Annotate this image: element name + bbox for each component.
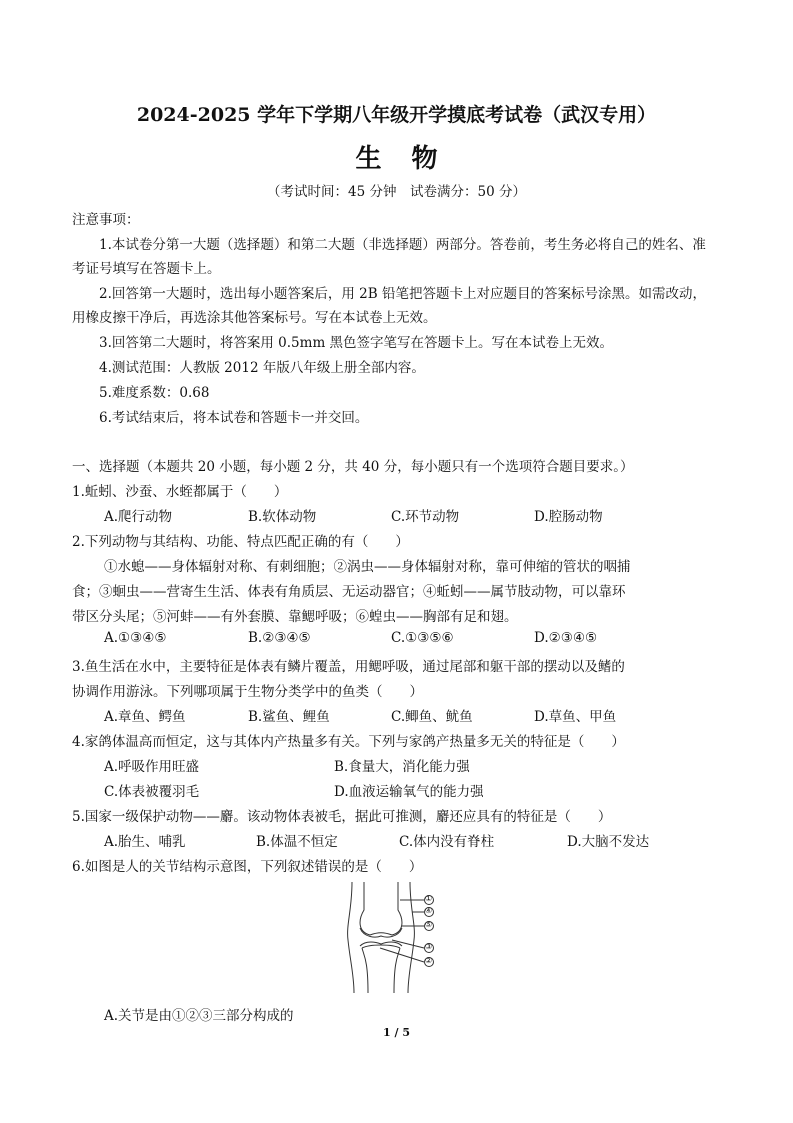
q4-option-b: B.食量大，消化能力强: [334, 759, 470, 775]
q3-option-a: A.章鱼、鳄鱼: [104, 709, 186, 725]
q4-option-c: C.体表被覆羽毛: [104, 784, 200, 800]
lower-bone-head: [362, 945, 400, 948]
q1-option-c: C.环节动物: [391, 509, 460, 525]
note-2-cont: 用橡皮擦干净后，再选涂其他答案标号。写在本试卷上无效。: [72, 310, 437, 326]
q1-option-b: B.软体动物: [248, 509, 317, 525]
figure-label-4: ④: [425, 906, 433, 915]
q2-option-b: B.②③④⑤: [248, 630, 311, 646]
question-2-line-2: 食；③蛔虫——营寄生生活、体表有角质层、无运动器官；④蚯蚓——属节肢动物，可以靠环: [72, 584, 626, 600]
q1-option-d: D.腔肠动物: [534, 509, 603, 525]
question-1-stem: 1.蚯蚓、沙蚕、水蛭都属于（ ）: [72, 484, 288, 500]
subject-title: 生物: [355, 144, 468, 174]
joint-capsule-right: [408, 882, 414, 993]
q2-option-a: A.①③④⑤: [104, 630, 167, 646]
q5-option-c: C.体内没有脊柱: [399, 834, 495, 850]
note-2: 2.回答第一大题时，选出每小题答案后，用 2B 铅笔把答题卡上对应题目的答案标号涂黑。如需改动，: [99, 286, 706, 302]
q5-option-b: B.体温不恒定: [256, 834, 338, 850]
figure-label-3: ③: [425, 942, 433, 951]
q2-option-c: C.①③⑤⑥: [391, 630, 454, 646]
question-5-stem: 5.国家一级保护动物——麝。该动物体表被毛，据此可推测，麝还应具有的特征是（ ）: [72, 809, 612, 825]
q3-option-d: D.草鱼、甲鱼: [534, 709, 617, 725]
section-1-heading: 一、选择题（本题共 20 小题，每小题 2 分，共 40 分，每小题只有一个选项符合题目要求。）: [72, 459, 634, 475]
lower-bone-right: [394, 948, 400, 993]
figure-label-5: ⑤: [425, 920, 433, 929]
page-number: 1 / 5: [383, 1026, 410, 1039]
note-3: 3.回答第二大题时，将答案用 0.5mm 黑色签字笔写在答题卡上。写在本试卷上无效。: [99, 335, 614, 351]
q5-option-d: D.大脑不发达: [567, 834, 650, 850]
notes-heading: 注意事项：: [72, 212, 140, 228]
lower-bone-left: [362, 948, 368, 993]
note-1: 1.本试卷分第一大题（选择题）和第二大题（非选择题）两部分。答卷前，考生务必将自己的姓名、准: [99, 237, 706, 253]
joint-structure-figure: [340, 880, 450, 995]
joint-capsule-left: [348, 882, 354, 993]
joint-diagram: [340, 880, 450, 995]
question-2-line-1: ①水螅——身体辐射对称、有刺细胞；②涡虫——身体辐射对称，靠可伸缩的管状的咽捕: [104, 559, 631, 575]
note-1-cont: 考证号填写在答题卡上。: [72, 261, 221, 277]
question-6-stem: 6.如图是人的关节结构示意图，下列叙述错误的是（ ）: [72, 859, 423, 875]
note-5: 5.难度系数：0.68: [99, 385, 210, 401]
exam-info: （考试时间：45 分钟 试卷满分：50 分）: [267, 184, 526, 200]
note-6: 6.考试结束后，将本试卷和答题卡一并交回。: [99, 410, 369, 426]
q5-option-a: A.胎生、哺乳: [104, 834, 186, 850]
q4-option-a: A.呼吸作用旺盛: [104, 759, 200, 775]
figure-label-1: ①: [425, 894, 433, 903]
question-3-line-1: 3.鱼生活在水中，主要特征是体表有鳞片覆盖，用鳃呼吸，通过尾部和躯干部的摆动以及鳍的: [72, 659, 625, 675]
question-2-stem: 2.下列动物与其结构、功能、特点匹配正确的有（ ）: [72, 534, 409, 550]
upper-bone: [360, 882, 402, 935]
q2-option-d: D.②③④⑤: [534, 630, 598, 646]
q6-option-a: A.关节是由①②③三部分构成的: [104, 1008, 294, 1024]
figure-label-2: ②: [425, 956, 433, 965]
q4-option-d: D.血液运输氧气的能力强: [334, 784, 484, 800]
question-4-stem: 4.家鸽体温高而恒定，这与其体内产热量多有关。下列与家鸽产热量多无关的特征是（ ）: [72, 734, 625, 750]
note-4: 4.测试范围：人教版 2012 年版八年级上册全部内容。: [99, 360, 425, 376]
q1-option-a: A.爬行动物: [104, 509, 173, 525]
q3-option-b: B.鲨鱼、鲤鱼: [248, 709, 330, 725]
question-2-line-3: 带区分头尾；⑤河蚌——有外套膜、靠鳃呼吸；⑥蝗虫——胸部有足和翅。: [72, 609, 518, 625]
q3-option-c: C.鲫鱼、鱿鱼: [391, 709, 473, 725]
question-3-line-2: 协调作用游泳。下列哪项属于生物分类学中的鱼类（ ）: [72, 684, 423, 700]
exam-title: 2024-2025 学年下学期八年级开学摸底考试卷（武汉专用）: [136, 104, 657, 126]
